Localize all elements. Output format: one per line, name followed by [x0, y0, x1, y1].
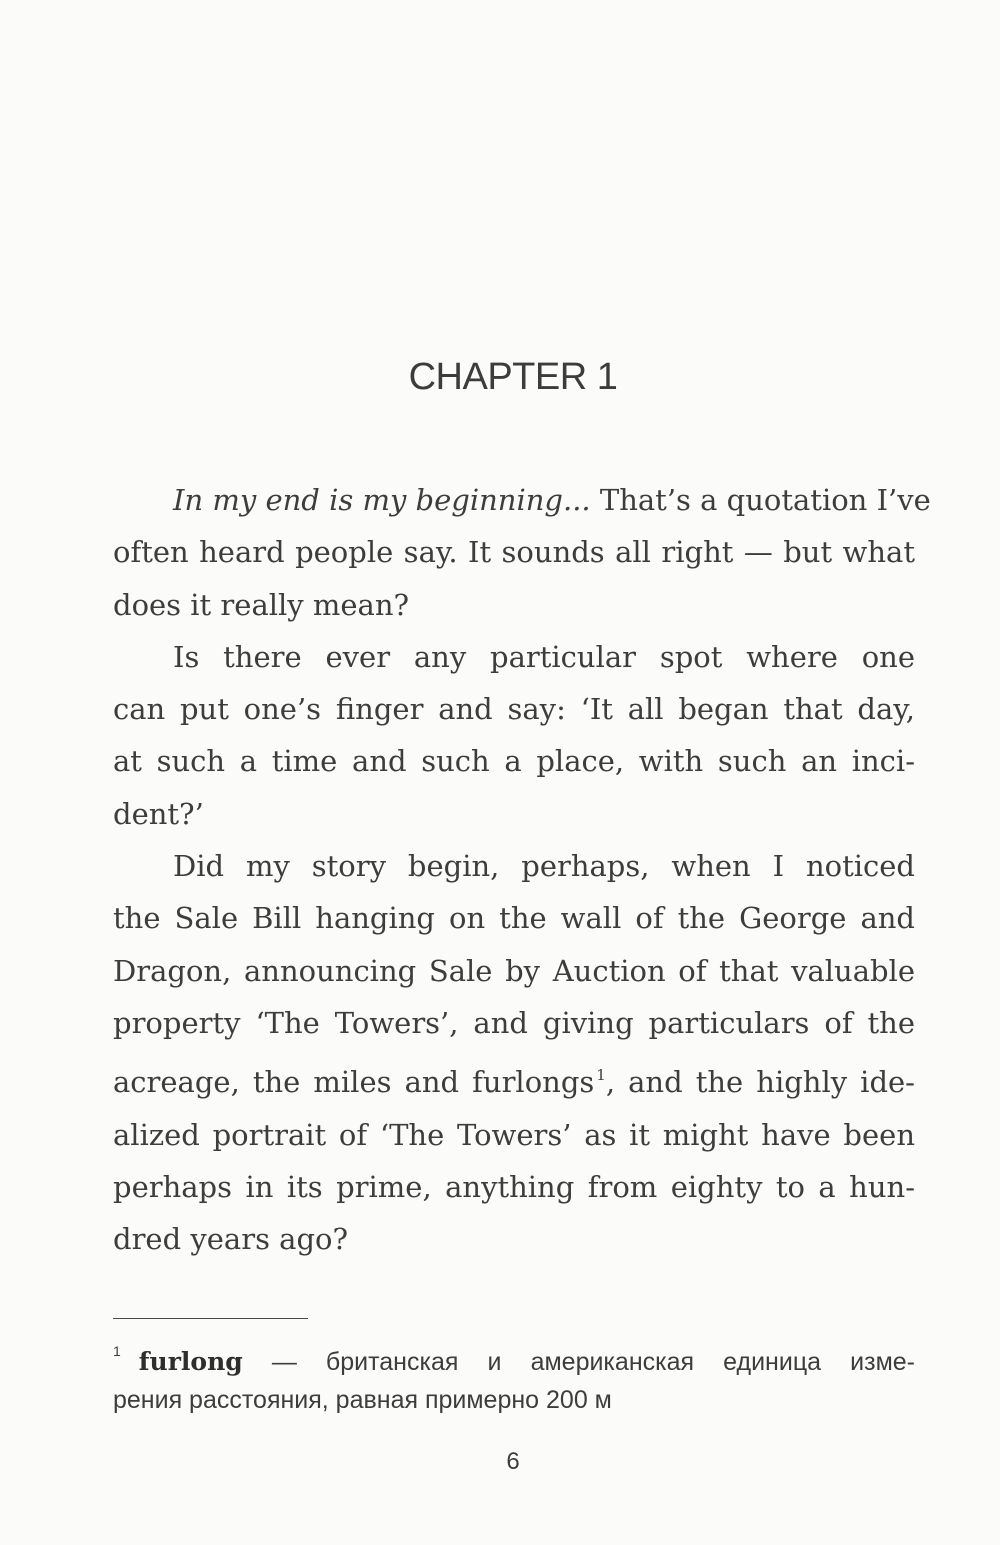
paragraph-1-line-1: [113, 474, 931, 526]
footnote-line-1: [113, 1332, 915, 1381]
footnote-term: furlong: [138, 1347, 243, 1376]
paragraph-3-line-5-end: , and the highly ide-: [605, 1065, 915, 1100]
epigraph-quotation: In my end is my beginning...: [173, 483, 591, 517]
paragraph-1-line-2: often heard people say. It sounds all right — but what: [113, 535, 915, 570]
paragraph-3-line-8: dred years ago?: [113, 1222, 349, 1257]
footnote-reference[interactable]: 1: [596, 1066, 606, 1085]
paragraph-1-line-1-rest: That’s a quotation I’ve: [590, 483, 931, 517]
chapter-title: CHAPTER 1: [408, 356, 618, 398]
paragraph-2-line-4: dent?’: [113, 796, 204, 831]
paragraph-3-line-7: perhaps in its prime, anything from eighty to a hun-: [113, 1169, 915, 1204]
footnote-definition-start: — британская и американская единица изме-: [242, 1348, 915, 1376]
footnote-line-2: рения расстояния, равная примерно 200 м: [113, 1386, 612, 1414]
paragraph-2-line-3: at such a time and such a place, with such an inci-: [113, 744, 915, 779]
footnote: [113, 1332, 915, 1419]
paragraph-3-line-5: [113, 1049, 915, 1108]
footnote-marker: 1: [113, 1343, 121, 1359]
paragraph-3-line-6: alized portrait of ‘The Towers’ as it might have been: [113, 1117, 915, 1152]
page-number: 6: [506, 1448, 520, 1475]
paragraph-3-line-5-start: acreage, the miles and furlongs: [113, 1065, 595, 1100]
paragraph-2-line-2: can put one’s finger and say: ‘It all began that day,: [113, 692, 915, 727]
paragraph-3-line-3: Dragon, announcing Sale by Auction of that valuable: [113, 953, 915, 988]
paragraph-3-line-1: Did my story begin, perhaps, when I noticed: [173, 849, 915, 884]
paragraph-3-line-2: the Sale Bill hanging on the wall of the George and: [113, 901, 915, 936]
footnote-divider: [113, 1318, 308, 1319]
paragraph-3-line-4: property ‘The Towers’, and giving particulars of the: [113, 1005, 915, 1040]
body-text: [113, 474, 931, 1265]
paragraph-1-line-3: does it really mean?: [113, 587, 410, 622]
paragraph-2-line-1: Is there ever any particular spot where one: [173, 639, 915, 674]
